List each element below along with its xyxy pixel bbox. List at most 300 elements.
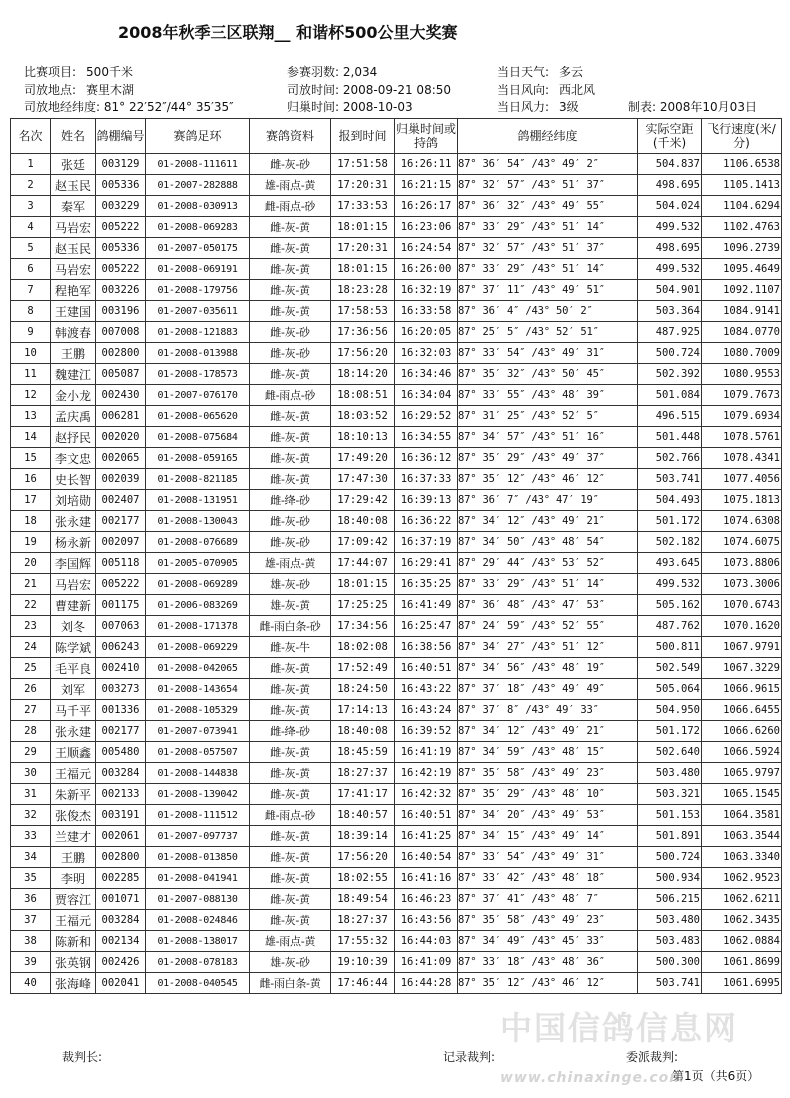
page-title: 2008年秋季三区联翔__ 和谐杯500公里大奖赛 xyxy=(118,23,458,42)
rank-cell: 6 xyxy=(11,259,51,280)
table-row xyxy=(11,259,782,280)
coordinates-cell: 87° 35′ 29″ /43° 48′ 10″ xyxy=(458,784,638,805)
wind-force-value: 3级 xyxy=(559,100,579,114)
name-cell: 刘军 xyxy=(51,679,96,700)
pigeon-info-cell: 雌-雨点-砂 xyxy=(250,196,331,217)
wind-direction-field xyxy=(497,82,595,98)
arrival-time-cell: 16:40:54 xyxy=(395,847,458,868)
table-row xyxy=(11,889,782,910)
name-cell: 张俊杰 xyxy=(51,805,96,826)
ring-cell: 01-2008-013850 xyxy=(146,847,250,868)
arrival-time-cell: 16:26:17 xyxy=(395,196,458,217)
wind-direction-label: 当日风向: xyxy=(497,83,550,97)
pigeon-info-cell: 雌-灰-黄 xyxy=(250,910,331,931)
rank-cell: 29 xyxy=(11,742,51,763)
ring-cell: 01-2008-013988 xyxy=(146,343,250,364)
loft-id-cell: 001336 xyxy=(96,700,146,721)
loft-id-cell: 005118 xyxy=(96,553,146,574)
rank-cell: 14 xyxy=(11,427,51,448)
name-cell: 王福元 xyxy=(51,910,96,931)
speed-cell: 1074.6308 xyxy=(702,511,782,532)
distance-cell: 501.172 xyxy=(638,721,702,742)
arrival-time-cell: 16:24:54 xyxy=(395,238,458,259)
coordinates-cell: 87° 33′ 54″ /43° 49′ 31″ xyxy=(458,847,638,868)
ring-cell: 01-2008-069289 xyxy=(146,574,250,595)
rank-cell: 35 xyxy=(11,868,51,889)
report-time-cell: 17:20:31 xyxy=(331,175,395,196)
pigeon-info-cell: 雌-灰-黄 xyxy=(250,301,331,322)
name-cell: 毛平良 xyxy=(51,658,96,679)
name-cell: 秦军 xyxy=(51,196,96,217)
ring-cell: 01-2008-111611 xyxy=(146,154,250,175)
ring-cell: 01-2008-821185 xyxy=(146,469,250,490)
arrival-time-cell: 16:36:22 xyxy=(395,511,458,532)
distance-cell: 502.392 xyxy=(638,364,702,385)
loft-id-cell: 001175 xyxy=(96,595,146,616)
rank-cell: 16 xyxy=(11,469,51,490)
header-loft-id: 鸽棚编号 xyxy=(96,119,146,154)
arrival-time-cell: 16:29:52 xyxy=(395,406,458,427)
ring-cell: 01-2008-075684 xyxy=(146,427,250,448)
table-row xyxy=(11,574,782,595)
coordinates-cell: 87° 29′ 44″ /43° 53′ 52″ xyxy=(458,553,638,574)
rank-cell: 7 xyxy=(11,280,51,301)
loft-id-cell: 002065 xyxy=(96,448,146,469)
made-date-label: 制表: xyxy=(628,100,657,114)
rank-cell: 40 xyxy=(11,973,51,994)
report-time-cell: 17:14:13 xyxy=(331,700,395,721)
report-time-cell: 18:02:08 xyxy=(331,637,395,658)
arrival-time-cell: 16:41:19 xyxy=(395,742,458,763)
loft-id-cell: 003284 xyxy=(96,763,146,784)
table-row xyxy=(11,406,782,427)
distance-cell: 500.724 xyxy=(638,343,702,364)
rank-cell: 27 xyxy=(11,700,51,721)
pigeon-info-cell: 雌-绛-砂 xyxy=(250,490,331,511)
speed-cell: 1073.3006 xyxy=(702,574,782,595)
report-time-cell: 17:51:58 xyxy=(331,154,395,175)
arrival-time-cell: 16:46:23 xyxy=(395,889,458,910)
ring-cell: 01-2008-024846 xyxy=(146,910,250,931)
report-time-cell: 17:34:56 xyxy=(331,616,395,637)
loft-id-cell: 003226 xyxy=(96,280,146,301)
rank-cell: 9 xyxy=(11,322,51,343)
name-cell: 李国辉 xyxy=(51,553,96,574)
header-report-time: 报到时间 xyxy=(331,119,395,154)
speed-cell: 1104.6294 xyxy=(702,196,782,217)
name-cell: 曹建新 xyxy=(51,595,96,616)
ring-cell: 01-2008-065620 xyxy=(146,406,250,427)
coordinates-cell: 87° 34′ 56″ /43° 48′ 19″ xyxy=(458,658,638,679)
pigeon-info-cell: 雌-灰-黄 xyxy=(250,280,331,301)
speed-cell: 1092.1107 xyxy=(702,280,782,301)
arrival-time-cell: 16:33:58 xyxy=(395,301,458,322)
table-row xyxy=(11,385,782,406)
coordinates-cell: 87° 37′ 18″ /43° 49′ 49″ xyxy=(458,679,638,700)
ring-cell: 01-2007-097737 xyxy=(146,826,250,847)
page-number: 第1页（共6页） xyxy=(672,1069,760,1083)
close-time-label: 归巢时间: xyxy=(287,100,340,114)
rank-cell: 20 xyxy=(11,553,51,574)
report-time-cell: 18:40:57 xyxy=(331,805,395,826)
speed-cell: 1080.9553 xyxy=(702,364,782,385)
pigeon-info-cell: 雌-灰-黄 xyxy=(250,826,331,847)
coordinates-cell: 87° 35′ 29″ /43° 49′ 37″ xyxy=(458,448,638,469)
distance-cell: 487.762 xyxy=(638,616,702,637)
arrival-time-cell: 16:36:12 xyxy=(395,448,458,469)
coordinates-cell: 87° 36′ 48″ /43° 47′ 53″ xyxy=(458,595,638,616)
pigeon-info-cell: 雄-灰-黄 xyxy=(250,595,331,616)
report-time-cell: 18:40:08 xyxy=(331,511,395,532)
table-row xyxy=(11,721,782,742)
ring-cell: 01-2008-143654 xyxy=(146,679,250,700)
coordinates-cell: 87° 37′ 8″ /43° 49′ 33″ xyxy=(458,700,638,721)
rank-cell: 26 xyxy=(11,679,51,700)
report-time-cell: 18:01:15 xyxy=(331,259,395,280)
rank-cell: 21 xyxy=(11,574,51,595)
report-time-cell: 17:20:31 xyxy=(331,238,395,259)
table-row xyxy=(11,217,782,238)
arrival-time-cell: 16:40:51 xyxy=(395,658,458,679)
coordinates-cell: 87° 34′ 59″ /43° 48′ 15″ xyxy=(458,742,638,763)
arrival-time-cell: 16:41:49 xyxy=(395,595,458,616)
speed-cell: 1061.6995 xyxy=(702,973,782,994)
weather-value: 多云 xyxy=(559,65,584,79)
rank-cell: 31 xyxy=(11,784,51,805)
speed-cell: 1079.7673 xyxy=(702,385,782,406)
ring-cell: 01-2008-041941 xyxy=(146,868,250,889)
arrival-time-cell: 16:38:56 xyxy=(395,637,458,658)
name-cell: 马岩宏 xyxy=(51,217,96,238)
distance-cell: 500.934 xyxy=(638,868,702,889)
loft-id-cell: 002285 xyxy=(96,868,146,889)
arrival-time-cell: 16:43:24 xyxy=(395,700,458,721)
ring-cell: 01-2007-073941 xyxy=(146,721,250,742)
report-time-cell: 18:40:08 xyxy=(331,721,395,742)
arrival-time-cell: 16:25:47 xyxy=(395,616,458,637)
speed-cell: 1067.9791 xyxy=(702,637,782,658)
report-time-cell: 17:55:32 xyxy=(331,931,395,952)
speed-cell: 1062.0884 xyxy=(702,931,782,952)
name-cell: 张廷 xyxy=(51,154,96,175)
pigeon-info-cell: 雌-灰-砂 xyxy=(250,154,331,175)
name-cell: 王建国 xyxy=(51,301,96,322)
table-row xyxy=(11,154,782,175)
ring-cell: 01-2008-171378 xyxy=(146,616,250,637)
rank-cell: 33 xyxy=(11,826,51,847)
table-row xyxy=(11,469,782,490)
loft-id-cell: 002133 xyxy=(96,784,146,805)
loft-id-cell: 003196 xyxy=(96,301,146,322)
table-row xyxy=(11,532,782,553)
name-cell: 张永建 xyxy=(51,511,96,532)
loft-id-cell: 002430 xyxy=(96,385,146,406)
table-row xyxy=(11,553,782,574)
table-row xyxy=(11,175,782,196)
table-row xyxy=(11,826,782,847)
rank-cell: 13 xyxy=(11,406,51,427)
speed-cell: 1102.4763 xyxy=(702,217,782,238)
distance-cell: 501.891 xyxy=(638,826,702,847)
table-row xyxy=(11,637,782,658)
rank-cell: 30 xyxy=(11,763,51,784)
ring-cell: 01-2008-139042 xyxy=(146,784,250,805)
coordinates-cell: 87° 37′ 41″ /43° 48′ 7″ xyxy=(458,889,638,910)
rank-cell: 12 xyxy=(11,385,51,406)
header-rank: 名次 xyxy=(11,119,51,154)
speed-cell: 1106.6538 xyxy=(702,154,782,175)
header-pigeon-info: 赛鸽资料 xyxy=(250,119,331,154)
table-row xyxy=(11,931,782,952)
arrival-time-cell: 16:35:25 xyxy=(395,574,458,595)
pigeon-info-cell: 雄-灰-砂 xyxy=(250,574,331,595)
table-row xyxy=(11,868,782,889)
wind-force-label: 当日风力: xyxy=(497,100,550,114)
speed-cell: 1073.8806 xyxy=(702,553,782,574)
speed-cell: 1062.9523 xyxy=(702,868,782,889)
distance-cell: 503.480 xyxy=(638,910,702,931)
report-time-cell: 17:09:42 xyxy=(331,532,395,553)
pigeon-info-cell: 雌-灰-黄 xyxy=(250,679,331,700)
ring-cell: 01-2007-076170 xyxy=(146,385,250,406)
report-time-cell: 18:24:50 xyxy=(331,679,395,700)
name-cell: 韩渡春 xyxy=(51,322,96,343)
speed-cell: 1065.9797 xyxy=(702,763,782,784)
rank-cell: 39 xyxy=(11,952,51,973)
report-time-cell: 18:01:15 xyxy=(331,574,395,595)
coordinates-cell: 87° 33′ 29″ /43° 51′ 14″ xyxy=(458,217,638,238)
name-cell: 赵抒民 xyxy=(51,427,96,448)
speed-cell: 1070.6743 xyxy=(702,595,782,616)
speed-cell: 1065.1545 xyxy=(702,784,782,805)
pigeon-info-cell: 雌-雨白条-黄 xyxy=(250,973,331,994)
report-time-cell: 18:01:15 xyxy=(331,217,395,238)
ring-cell: 01-2008-178573 xyxy=(146,364,250,385)
name-cell: 张海峰 xyxy=(51,973,96,994)
site-value: 赛里木湖 xyxy=(86,83,135,97)
pigeon-info-cell: 雌-灰-黄 xyxy=(250,889,331,910)
name-cell: 李明 xyxy=(51,868,96,889)
loft-id-cell: 005480 xyxy=(96,742,146,763)
table-row xyxy=(11,238,782,259)
arrival-time-cell: 16:41:25 xyxy=(395,826,458,847)
made-date-field xyxy=(628,99,757,115)
ring-cell: 01-2008-030913 xyxy=(146,196,250,217)
header-distance: 实际空距(千米) xyxy=(638,119,702,154)
report-time-cell: 17:33:53 xyxy=(331,196,395,217)
table-row xyxy=(11,847,782,868)
name-cell: 杨永新 xyxy=(51,532,96,553)
pigeon-info-cell: 雌-灰-黄 xyxy=(250,259,331,280)
rank-cell: 17 xyxy=(11,490,51,511)
rank-cell: 22 xyxy=(11,595,51,616)
distance-cell: 504.493 xyxy=(638,490,702,511)
distance-cell: 500.811 xyxy=(638,637,702,658)
speed-cell: 1079.6934 xyxy=(702,406,782,427)
report-time-cell: 18:27:37 xyxy=(331,763,395,784)
loft-id-cell: 005336 xyxy=(96,238,146,259)
pigeon-info-cell: 雌-灰-黄 xyxy=(250,448,331,469)
pigeon-info-cell: 雌-灰-黄 xyxy=(250,700,331,721)
arrival-time-cell: 16:20:05 xyxy=(395,322,458,343)
coordinates-cell: 87° 33′ 42″ /43° 48′ 18″ xyxy=(458,868,638,889)
wind-direction-value: 西北风 xyxy=(559,83,596,97)
report-time-cell: 18:10:13 xyxy=(331,427,395,448)
made-date-value: 2008年10月03日 xyxy=(659,100,757,114)
pigeon-info-cell: 雄-雨点-黄 xyxy=(250,175,331,196)
close-time-field xyxy=(287,99,413,115)
arrival-time-cell: 16:44:03 xyxy=(395,931,458,952)
report-time-cell: 17:56:20 xyxy=(331,847,395,868)
name-cell: 史长智 xyxy=(51,469,96,490)
table-row xyxy=(11,343,782,364)
pigeon-info-cell: 雌-灰-黄 xyxy=(250,784,331,805)
coordinates-cell: 87° 37′ 11″ /43° 49′ 51″ xyxy=(458,280,638,301)
header-name: 姓名 xyxy=(51,119,96,154)
site-field xyxy=(24,82,134,98)
speed-cell: 1066.5924 xyxy=(702,742,782,763)
rank-cell: 36 xyxy=(11,889,51,910)
arrival-time-cell: 16:34:04 xyxy=(395,385,458,406)
report-time-cell: 17:44:07 xyxy=(331,553,395,574)
distance-cell: 504.024 xyxy=(638,196,702,217)
table-row xyxy=(11,805,782,826)
report-time-cell: 17:49:20 xyxy=(331,448,395,469)
arrival-time-cell: 16:32:19 xyxy=(395,280,458,301)
pigeon-info-cell: 雌-雨点-砂 xyxy=(250,805,331,826)
header-ring: 赛鸽足环 xyxy=(146,119,250,154)
loft-id-cell: 006281 xyxy=(96,406,146,427)
loft-id-cell: 005336 xyxy=(96,175,146,196)
table-row xyxy=(11,910,782,931)
speed-cell: 1067.3229 xyxy=(702,658,782,679)
ring-cell: 01-2008-121883 xyxy=(146,322,250,343)
distance-cell: 503.364 xyxy=(638,301,702,322)
loft-id-cell: 002041 xyxy=(96,973,146,994)
loft-id-cell: 005222 xyxy=(96,259,146,280)
close-time-value: 2008-10-03 xyxy=(342,100,413,114)
speed-cell: 1064.3581 xyxy=(702,805,782,826)
coordinate-value: 81° 22′52″/44° 35′35″ xyxy=(103,100,234,114)
name-cell: 贾容江 xyxy=(51,889,96,910)
name-cell: 马岩宏 xyxy=(51,574,96,595)
ring-cell: 01-2006-083269 xyxy=(146,595,250,616)
ring-cell: 01-2008-179756 xyxy=(146,280,250,301)
name-cell: 刘冬 xyxy=(51,616,96,637)
arrival-time-cell: 16:21:15 xyxy=(395,175,458,196)
distance-cell: 503.480 xyxy=(638,763,702,784)
watermark-url: www.chinaxinge.com xyxy=(500,1070,685,1086)
loft-id-cell: 002097 xyxy=(96,532,146,553)
distance-cell: 504.950 xyxy=(638,700,702,721)
coordinates-cell: 87° 34′ 12″ /43° 49′ 21″ xyxy=(458,721,638,742)
ring-cell: 01-2007-088130 xyxy=(146,889,250,910)
arrival-time-cell: 16:32:03 xyxy=(395,343,458,364)
speed-cell: 1095.4649 xyxy=(702,259,782,280)
distance-cell: 503.483 xyxy=(638,931,702,952)
pigeon-info-cell: 雌-灰-牛 xyxy=(250,637,331,658)
rank-cell: 18 xyxy=(11,511,51,532)
rank-cell: 4 xyxy=(11,217,51,238)
ring-cell: 01-2008-144838 xyxy=(146,763,250,784)
pigeon-info-cell: 雌-灰-砂 xyxy=(250,511,331,532)
loft-id-cell: 002020 xyxy=(96,427,146,448)
coordinates-cell: 87° 36′ 54″ /43° 49′ 2″ xyxy=(458,154,638,175)
ring-cell: 01-2008-105329 xyxy=(146,700,250,721)
coordinates-cell: 87° 34′ 57″ /43° 51′ 16″ xyxy=(458,427,638,448)
distance-cell: 500.724 xyxy=(638,847,702,868)
arrival-time-cell: 16:39:13 xyxy=(395,490,458,511)
count-field xyxy=(287,64,377,80)
arrival-time-cell: 16:43:56 xyxy=(395,910,458,931)
table-row xyxy=(11,364,782,385)
distance-cell: 506.215 xyxy=(638,889,702,910)
report-time-cell: 18:03:52 xyxy=(331,406,395,427)
speed-cell: 1074.6075 xyxy=(702,532,782,553)
ring-cell: 01-2008-040545 xyxy=(146,973,250,994)
arrival-time-cell: 16:37:19 xyxy=(395,532,458,553)
ring-cell: 01-2008-059165 xyxy=(146,448,250,469)
ring-cell: 01-2008-057507 xyxy=(146,742,250,763)
table-row xyxy=(11,952,782,973)
rank-cell: 28 xyxy=(11,721,51,742)
pigeon-info-cell: 雌-雨点-砂 xyxy=(250,385,331,406)
ring-cell: 01-2005-070905 xyxy=(146,553,250,574)
distance-cell: 505.162 xyxy=(638,595,702,616)
table-row xyxy=(11,616,782,637)
arrival-time-cell: 16:29:41 xyxy=(395,553,458,574)
coordinates-cell: 87° 34′ 27″ /43° 51′ 12″ xyxy=(458,637,638,658)
rank-cell: 19 xyxy=(11,532,51,553)
arrival-time-cell: 16:43:22 xyxy=(395,679,458,700)
speed-cell: 1075.1813 xyxy=(702,490,782,511)
table-row xyxy=(11,511,782,532)
count-value: 2,034 xyxy=(342,65,378,79)
report-time-cell: 19:10:39 xyxy=(331,952,395,973)
rank-cell: 10 xyxy=(11,343,51,364)
pigeon-info-cell: 雄-雨点-黄 xyxy=(250,931,331,952)
speed-cell: 1078.4341 xyxy=(702,448,782,469)
arrival-time-cell: 16:41:16 xyxy=(395,868,458,889)
loft-id-cell: 005222 xyxy=(96,574,146,595)
name-cell: 程艳军 xyxy=(51,280,96,301)
speed-cell: 1062.3435 xyxy=(702,910,782,931)
coordinates-cell: 87° 34′ 50″ /43° 48′ 54″ xyxy=(458,532,638,553)
loft-id-cell: 003284 xyxy=(96,910,146,931)
speed-cell: 1062.6211 xyxy=(702,889,782,910)
coordinate-label: 司放地经纬度: xyxy=(24,100,101,114)
pigeon-info-cell: 雌-灰-黄 xyxy=(250,742,331,763)
arrival-time-cell: 16:26:00 xyxy=(395,259,458,280)
release-label: 司放时间: xyxy=(287,83,340,97)
arrival-time-cell: 16:41:09 xyxy=(395,952,458,973)
speed-cell: 1066.6455 xyxy=(702,700,782,721)
pigeon-info-cell: 雌-灰-砂 xyxy=(250,343,331,364)
distance-cell: 496.515 xyxy=(638,406,702,427)
arrival-time-cell: 16:34:46 xyxy=(395,364,458,385)
name-cell: 马岩宏 xyxy=(51,259,96,280)
name-cell: 王鹏 xyxy=(51,343,96,364)
loft-id-cell: 002426 xyxy=(96,952,146,973)
distance-cell: 502.640 xyxy=(638,742,702,763)
speed-cell: 1077.4056 xyxy=(702,469,782,490)
report-time-cell: 17:58:53 xyxy=(331,301,395,322)
loft-id-cell: 005222 xyxy=(96,217,146,238)
rank-cell: 2 xyxy=(11,175,51,196)
rank-cell: 8 xyxy=(11,301,51,322)
event-label: 比赛项目: xyxy=(24,65,77,79)
name-cell: 王鹏 xyxy=(51,847,96,868)
